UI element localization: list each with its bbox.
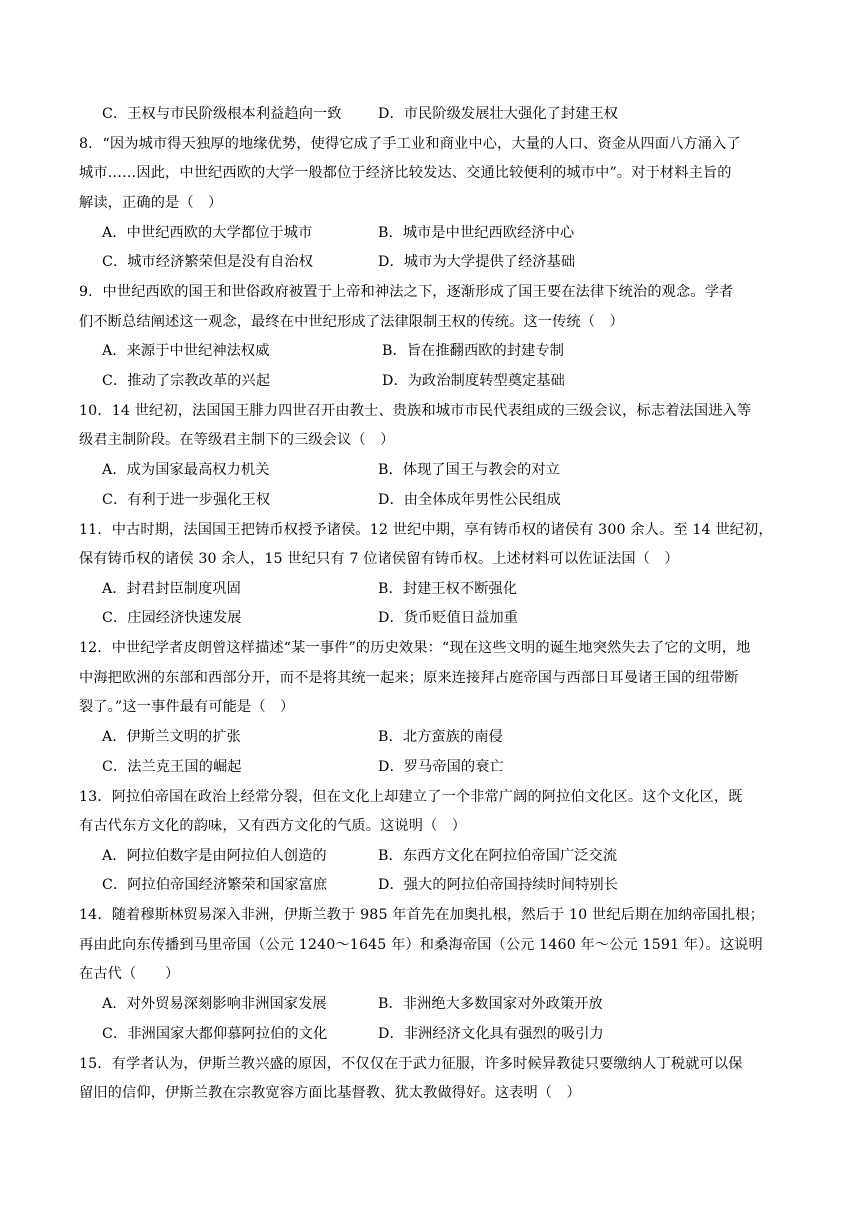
q9-option-a: A．来源于中世纪神法权威 <box>102 343 270 359</box>
q9-stem-line-1: 9．中世纪西欧的国王和世俗政府被置于上帝和神法之下，逐渐形成了国王要在法律下统治的观念。学者 <box>79 284 734 300</box>
q9-stem-line-2: 们不断总结阐述这一观念，最终在中世纪形成了法律限制王权的传统。这一传统（ ） <box>79 314 624 330</box>
q14-stem-line-1: 14．随着穆斯林贸易深入非洲，伊斯兰教于 985 年首先在加奥扎根，然后于 10 世纪后期在加纳帝国扎根； <box>79 907 765 923</box>
q9-option-d: D．为政治制度转型奠定基础 <box>382 373 565 389</box>
q10-option-a: A．成为国家最高权力机关 <box>102 462 270 478</box>
q9-option-c: C．推动了宗教改革的兴起 <box>102 373 271 389</box>
q8-option-c: C．城市经济繁荣但是没有自治权 <box>102 254 313 270</box>
q13-stem-line-2: 有古代东方文化的韵味，又有西方文化的气质。这说明（ ） <box>79 818 467 834</box>
q10-stem-line-2: 级君主制阶段。在等级君主制下的三级会议（ ） <box>79 432 395 448</box>
q12-option-c: C．法兰克王国的崛起 <box>102 759 242 775</box>
q7-option-c: C．王权与市民阶级根本利益趋向一致 <box>102 106 342 122</box>
q13-option-d: D．强大的阿拉伯帝国持续时间特别长 <box>378 877 619 893</box>
q13-stem-line-1: 13．阿拉伯帝国在政治上经常分裂，但在文化上却建立了一个非常广阔的阿拉伯文化区。这个文化区，既 <box>79 789 743 805</box>
q8-option-a: A．中世纪西欧的大学都位于城市 <box>102 225 313 241</box>
q8-option-b: B．城市是中世纪西欧经济中心 <box>378 225 575 241</box>
q15-stem-line-2: 留旧的信仰，伊斯兰教在宗教宽容方面比基督教、犹太教做得好。这表明（ ） <box>79 1085 581 1101</box>
q13-option-b: B．东西方文化在阿拉伯帝国广泛交流 <box>378 848 618 864</box>
q12-stem-line-2: 中海把欧洲的东部和西部分开，而不是将其统一起来；原来连接拜占庭帝国与西部日耳曼诸王国的纽带断 <box>79 670 739 686</box>
q8-option-d: D．城市为大学提供了经济基础 <box>378 254 576 270</box>
q10-stem-line-1: 10．14 世纪初，法国国王腓力四世召开由教士、贵族和城市市民代表组成的三级会议，标志着法国进入等 <box>79 403 752 419</box>
q14-option-d: D．非洲经济文化具有强烈的吸引力 <box>378 1026 604 1042</box>
q9-option-b: B．旨在推翻西欧的封建专制 <box>382 343 564 359</box>
q10-option-b: B．体现了国王与教会的对立 <box>378 462 560 478</box>
q13-option-c: C．阿拉伯帝国经济繁荣和国家富庶 <box>102 877 328 893</box>
q12-option-b: B．北方蛮族的南侵 <box>378 729 503 745</box>
q11-stem-line-1: 11．中古时期，法国国王把铸币权授予诸侯。12 世纪中期，享有铸币权的诸侯有 300 余人。至 14 世纪初， <box>79 522 773 538</box>
q12-stem-line-1: 12．中世纪学者皮朗曾这样描述“某一事件”的历史效果：“现在这些文明的诞生地突然失去了它的文明，地 <box>79 640 751 656</box>
q14-stem-line-2: 再由此向东传播到马里帝国（公元 1240～1645 年）和桑海帝国（公元 1460 年～公元 1591 年）。这说明 <box>79 937 763 953</box>
q10-option-d: D．由全体成年男性公民组成 <box>378 492 561 508</box>
q15-stem-line-1: 15．有学者认为，伊斯兰教兴盛的原因，不仅仅在于武力征服，许多时候异教徒只要缴纳人丁税就可以保 <box>79 1056 743 1072</box>
q8-stem-line-3: 解读，正确的是（ ） <box>79 195 223 211</box>
q7-option-d: D．市民阶级发展壮大强化了封建王权 <box>378 106 619 122</box>
q8-stem-line-2: 城市……因此，中世纪西欧的大学一般都位于经济比较发达、交通比较便利的城市中”。对于材料主旨的 <box>79 165 732 181</box>
q12-stem-line-3: 裂了。”这一事件最有可能是（ ） <box>79 699 295 715</box>
q14-option-a: A．对外贸易深刻影响非洲国家发展 <box>102 996 327 1012</box>
q11-option-a: A．封君封臣制度巩固 <box>102 581 241 597</box>
q13-option-a: A．阿拉伯数字是由阿拉伯人创造的 <box>102 848 327 864</box>
q11-option-d: D．货币贬值日益加重 <box>378 610 519 626</box>
q14-stem-line-3: 在古代（ ） <box>79 966 180 982</box>
q11-option-b: B．封建王权不断强化 <box>378 581 518 597</box>
q12-option-d: D．罗马帝国的衰亡 <box>378 759 504 775</box>
q14-option-c: C．非洲国家大都仰慕阿拉伯的文化 <box>102 1026 328 1042</box>
q11-option-c: C．庄园经济快速发展 <box>102 610 242 626</box>
q12-option-a: A．伊斯兰文明的扩张 <box>102 729 241 745</box>
q8-stem-line-1: 8．“因为城市得天独厚的地缘优势，使得它成了手工业和商业中心，大量的人口、资金从四面八方涌入了 <box>79 136 741 152</box>
q10-option-c: C．有利于进一步强化王权 <box>102 492 271 508</box>
q11-stem-line-2: 保有铸币权的诸侯 30 余人，15 世纪只有 7 位诸侯留有铸币权。上述材料可以佐证法国（ ） <box>79 551 679 567</box>
q14-option-b: B．非洲绝大多数国家对外政策开放 <box>378 996 603 1012</box>
